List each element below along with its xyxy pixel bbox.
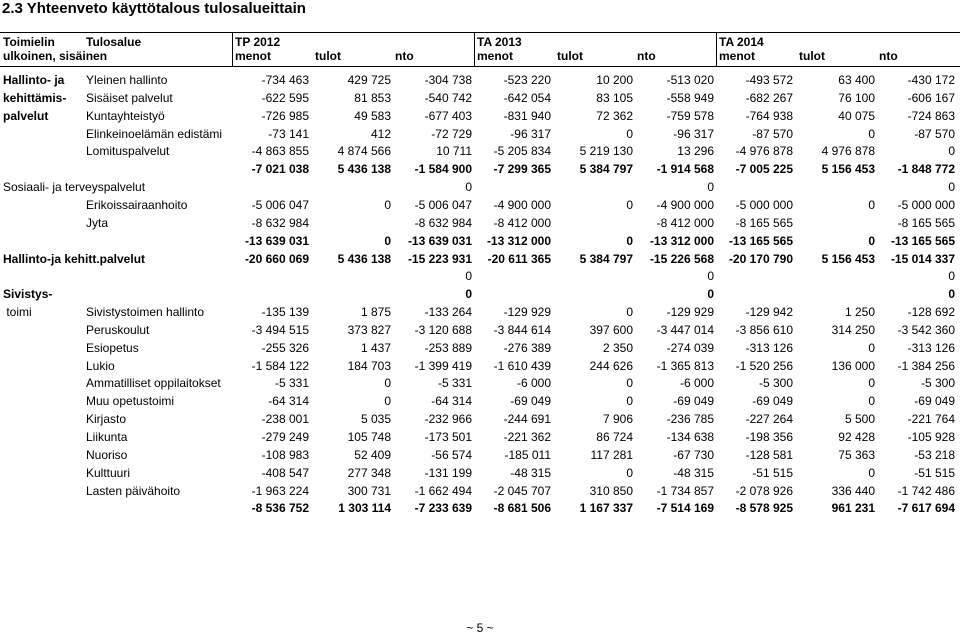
value-cell: -4 900 000 bbox=[493, 197, 551, 212]
value-cell: -13 639 031 bbox=[244, 233, 309, 248]
page-title: 2.3 Yhteenveto käyttötalous tulosalueittain bbox=[2, 0, 306, 17]
header-divider-ta2014 bbox=[716, 33, 717, 66]
value-cell: -313 126 bbox=[745, 340, 793, 355]
value-cell: -131 199 bbox=[424, 465, 472, 480]
value-cell: 4 976 878 bbox=[821, 144, 875, 159]
value-cell: -1 742 486 bbox=[897, 483, 955, 498]
value-cell: 300 731 bbox=[347, 483, 391, 498]
header-ta2013-menot: menot bbox=[477, 49, 513, 63]
value-cell: 136 000 bbox=[831, 358, 875, 373]
value-cell: -1 399 419 bbox=[414, 358, 472, 373]
value-cell: -523 220 bbox=[503, 73, 551, 87]
value-cell: -7 617 694 bbox=[897, 501, 955, 516]
row-group-label bbox=[3, 411, 83, 427]
value-cell: 0 bbox=[384, 394, 391, 409]
row-group-label: Hallinto-ja kehitt.palvelut bbox=[3, 251, 146, 266]
value-cell: 0 bbox=[626, 305, 633, 320]
row-group-label bbox=[3, 143, 83, 159]
value-cell: -1 734 857 bbox=[656, 483, 714, 498]
header-divider-tp2012 bbox=[232, 33, 233, 66]
value-cell: -5 300 bbox=[758, 376, 793, 391]
row-area-label: Lukio bbox=[86, 358, 115, 373]
row-area-label bbox=[86, 500, 233, 516]
value-cell: -279 249 bbox=[261, 430, 309, 444]
row-group-label bbox=[3, 465, 83, 481]
value-cell: -8 412 000 bbox=[493, 215, 551, 230]
value-cell: -1 365 813 bbox=[656, 358, 714, 373]
row-group-label bbox=[3, 197, 83, 213]
value-cell: -5 000 000 bbox=[897, 197, 955, 212]
value-cell: 0 bbox=[707, 287, 714, 302]
value-cell: -51 515 bbox=[752, 465, 793, 480]
value-cell: 314 250 bbox=[831, 322, 875, 337]
row-area-label: Sisäiset palvelut bbox=[86, 90, 173, 105]
value-cell bbox=[313, 286, 391, 302]
row-area-label: Jyta bbox=[86, 215, 109, 230]
value-cell: 0 bbox=[868, 376, 875, 391]
value-cell: -198 356 bbox=[745, 430, 793, 444]
value-cell: -13 312 000 bbox=[486, 233, 551, 248]
value-cell: -8 165 565 bbox=[735, 215, 793, 230]
value-cell: -1 520 256 bbox=[735, 358, 793, 373]
value-cell: -15 226 568 bbox=[649, 251, 714, 266]
header-ta2013: TA 2013 bbox=[477, 35, 522, 49]
value-cell bbox=[797, 268, 875, 284]
value-cell: -238 001 bbox=[261, 412, 309, 427]
value-cell: -7 005 225 bbox=[735, 162, 793, 177]
value-cell bbox=[313, 268, 391, 284]
value-cell: -430 172 bbox=[907, 73, 955, 87]
value-cell: -6 000 bbox=[516, 376, 551, 391]
row-area-label: Yleinen hallinto bbox=[86, 73, 168, 87]
value-cell: -69 049 bbox=[673, 394, 714, 409]
value-cell: -276 389 bbox=[503, 340, 551, 355]
header-ulkoinen-sisainen: ulkoinen, sisäinen bbox=[3, 49, 108, 63]
value-cell: -244 691 bbox=[503, 412, 551, 427]
row-area-label: Erikoissairaanhoito bbox=[86, 197, 188, 212]
value-cell: -128 581 bbox=[745, 447, 793, 462]
value-cell: 184 703 bbox=[347, 358, 391, 373]
value-cell: -8 681 506 bbox=[493, 501, 551, 516]
value-cell: 0 bbox=[948, 287, 955, 302]
value-cell: -20 660 069 bbox=[244, 251, 309, 266]
header-tp2012: TP 2012 bbox=[235, 35, 281, 49]
row-group-label bbox=[3, 375, 83, 391]
row-group-label bbox=[3, 358, 83, 374]
value-cell: 10 711 bbox=[436, 144, 472, 159]
value-cell: 1 167 337 bbox=[579, 501, 633, 516]
row-group-label: Sivistys- bbox=[3, 287, 53, 302]
value-cell bbox=[797, 286, 875, 302]
value-cell: -513 020 bbox=[666, 73, 714, 87]
value-cell: 1 303 114 bbox=[338, 501, 391, 516]
value-cell: 40 075 bbox=[838, 108, 875, 123]
value-cell: 2 350 bbox=[602, 340, 633, 355]
value-cell: -5 331 bbox=[274, 376, 309, 391]
value-cell: -274 039 bbox=[666, 340, 714, 355]
value-cell: -56 574 bbox=[431, 447, 472, 462]
value-cell bbox=[555, 286, 633, 302]
value-cell: 0 bbox=[868, 197, 875, 212]
value-cell: -5 006 047 bbox=[251, 197, 309, 212]
value-cell: -682 267 bbox=[745, 90, 793, 105]
value-cell: 1 437 bbox=[360, 340, 391, 355]
value-cell: -3 542 360 bbox=[897, 322, 955, 337]
header-ta2014-nto: nto bbox=[879, 49, 898, 63]
value-cell: 0 bbox=[465, 180, 472, 195]
value-cell: -313 126 bbox=[907, 340, 955, 355]
row-group-label bbox=[3, 340, 83, 356]
value-cell: -134 638 bbox=[666, 430, 714, 444]
value-cell: 373 827 bbox=[347, 322, 391, 337]
row-area-label bbox=[86, 268, 233, 284]
value-cell: -734 463 bbox=[261, 73, 309, 87]
value-cell: 10 200 bbox=[596, 73, 633, 87]
value-cell: 72 362 bbox=[596, 108, 633, 123]
row-group-label bbox=[3, 393, 83, 409]
value-cell: 0 bbox=[626, 233, 633, 248]
value-cell: -1 662 494 bbox=[414, 483, 472, 498]
value-cell: 0 bbox=[707, 180, 714, 195]
value-cell: -7 514 169 bbox=[656, 501, 714, 516]
value-cell: -7 233 639 bbox=[414, 501, 472, 516]
value-cell: -69 049 bbox=[752, 394, 793, 409]
value-cell: -4 863 855 bbox=[251, 144, 309, 159]
value-cell: -129 929 bbox=[503, 305, 551, 320]
value-cell: 5 384 797 bbox=[579, 251, 633, 266]
value-cell: 4 874 566 bbox=[337, 144, 391, 159]
value-cell: 63 400 bbox=[838, 73, 875, 87]
row-area-label: Lomituspalvelut bbox=[86, 144, 170, 159]
row-area-label: Nuoriso bbox=[86, 447, 128, 462]
value-cell: -8 412 000 bbox=[656, 215, 714, 230]
value-cell bbox=[231, 179, 309, 195]
value-cell: -255 326 bbox=[261, 340, 309, 355]
value-cell: -1 584 900 bbox=[414, 162, 472, 177]
value-cell: -304 738 bbox=[424, 73, 472, 87]
value-cell: -759 578 bbox=[666, 108, 714, 123]
header-tulosalue: Tulosalue bbox=[86, 35, 142, 49]
value-cell: 0 bbox=[626, 126, 633, 141]
value-cell: 105 748 bbox=[347, 430, 391, 444]
value-cell: 0 bbox=[948, 180, 955, 195]
value-cell: -20 611 365 bbox=[487, 251, 551, 266]
value-cell: 0 bbox=[868, 340, 875, 355]
value-cell: 13 296 bbox=[677, 144, 714, 159]
value-cell: -105 928 bbox=[907, 430, 955, 444]
value-cell: -15 223 931 bbox=[407, 251, 472, 266]
value-cell: -87 570 bbox=[914, 126, 955, 141]
value-cell: 1 250 bbox=[844, 305, 875, 320]
value-cell: 5 156 453 bbox=[821, 162, 875, 177]
value-cell: 92 428 bbox=[838, 430, 875, 444]
value-cell: 49 583 bbox=[354, 108, 391, 123]
value-cell: -724 863 bbox=[907, 108, 955, 123]
row-area-label bbox=[86, 251, 233, 267]
value-cell: 0 bbox=[626, 197, 633, 212]
value-cell: 76 100 bbox=[838, 90, 875, 105]
value-cell: -72 729 bbox=[431, 126, 472, 141]
value-cell: -87 570 bbox=[752, 126, 793, 141]
value-cell: 310 850 bbox=[589, 483, 633, 498]
row-group-label bbox=[3, 447, 83, 463]
value-cell: -129 942 bbox=[745, 305, 793, 320]
value-cell: -133 264 bbox=[424, 305, 472, 320]
value-cell bbox=[555, 215, 633, 231]
value-cell bbox=[231, 286, 309, 302]
value-cell: -606 167 bbox=[907, 90, 955, 105]
value-cell: 0 bbox=[384, 376, 391, 391]
value-cell bbox=[555, 268, 633, 284]
row-area-label: Elinkeinoelämän edistämi bbox=[86, 126, 223, 141]
value-cell: -221 764 bbox=[907, 412, 955, 427]
value-cell: -173 501 bbox=[424, 430, 472, 444]
value-cell: -1 848 772 bbox=[897, 162, 955, 177]
value-cell: 75 363 bbox=[838, 447, 875, 462]
value-cell: -5 331 bbox=[437, 376, 472, 391]
value-cell: -8 536 752 bbox=[251, 501, 309, 516]
value-cell bbox=[231, 268, 309, 284]
value-cell bbox=[715, 179, 793, 195]
value-cell: 244 626 bbox=[589, 358, 633, 373]
value-cell bbox=[715, 286, 793, 302]
value-cell: -4 900 000 bbox=[656, 197, 714, 212]
row-group-label bbox=[3, 126, 83, 142]
row-area-label: Lasten päivähoito bbox=[86, 483, 181, 498]
row-group-label bbox=[3, 322, 83, 338]
value-cell: -236 785 bbox=[666, 412, 714, 427]
value-cell: 5 035 bbox=[360, 412, 391, 427]
value-cell: -185 011 bbox=[504, 447, 551, 462]
row-area-label bbox=[86, 179, 233, 195]
value-cell: -13 165 565 bbox=[890, 233, 955, 248]
value-cell: -3 856 610 bbox=[735, 322, 793, 337]
value-cell: -2 078 926 bbox=[735, 483, 793, 498]
value-cell bbox=[313, 179, 391, 195]
value-cell: 5 219 130 bbox=[579, 144, 633, 159]
value-cell: 52 409 bbox=[354, 447, 391, 462]
row-group-label: Hallinto- ja bbox=[3, 73, 65, 87]
row-group-label bbox=[3, 215, 83, 231]
value-cell: -493 572 bbox=[745, 73, 793, 87]
value-cell: 0 bbox=[948, 144, 955, 159]
value-cell: -51 515 bbox=[914, 465, 955, 480]
value-cell: 961 231 bbox=[831, 501, 875, 516]
value-cell: -48 315 bbox=[510, 465, 551, 480]
row-area-label: Kuntayhteistyö bbox=[86, 108, 165, 123]
value-cell: -5 205 834 bbox=[493, 144, 551, 159]
value-cell: -1 584 122 bbox=[251, 358, 309, 373]
row-area-label: Liikunta bbox=[86, 430, 128, 444]
value-cell: 5 500 bbox=[844, 412, 875, 427]
value-cell: -6 000 bbox=[679, 376, 714, 391]
value-cell: 336 440 bbox=[831, 483, 875, 498]
value-cell: -96 317 bbox=[673, 126, 714, 141]
row-area-label: Muu opetustoimi bbox=[86, 394, 175, 409]
value-cell bbox=[473, 286, 551, 302]
value-cell: -13 165 565 bbox=[728, 233, 793, 248]
value-cell: 0 bbox=[707, 269, 714, 284]
header-tp2012-nto: nto bbox=[395, 49, 414, 63]
value-cell: -135 139 bbox=[261, 305, 309, 320]
value-cell: -3 844 614 bbox=[493, 322, 551, 337]
value-cell: 0 bbox=[626, 465, 633, 480]
header-tp2012-tulot: tulot bbox=[315, 49, 341, 63]
value-cell: -128 692 bbox=[907, 305, 955, 320]
page-number: ~ 5 ~ bbox=[466, 621, 494, 635]
value-cell bbox=[797, 179, 875, 195]
value-cell bbox=[797, 215, 875, 231]
value-cell bbox=[313, 215, 391, 231]
value-cell: -67 730 bbox=[673, 447, 714, 462]
value-cell: -8 165 565 bbox=[897, 215, 955, 230]
value-cell: -5 006 047 bbox=[414, 197, 472, 212]
header-ta2013-tulot: tulot bbox=[557, 49, 583, 63]
value-cell: 5 156 453 bbox=[821, 251, 875, 266]
value-cell: 1 875 bbox=[360, 305, 391, 320]
value-cell: -8 632 984 bbox=[414, 215, 472, 230]
value-cell: -540 742 bbox=[424, 90, 472, 105]
row-area-label bbox=[86, 286, 233, 302]
value-cell: 429 725 bbox=[347, 73, 391, 87]
row-area-label: Kulttuuri bbox=[86, 465, 131, 480]
value-cell: -8 578 925 bbox=[735, 501, 793, 516]
row-area-label: Esiopetus bbox=[86, 340, 139, 355]
value-cell: -1 384 256 bbox=[897, 358, 955, 373]
header-divider-ta2013 bbox=[474, 33, 475, 66]
value-cell: 0 bbox=[384, 233, 391, 248]
value-cell: -1 963 224 bbox=[251, 483, 309, 498]
value-cell: -69 049 bbox=[510, 394, 551, 409]
value-cell: 7 906 bbox=[602, 412, 633, 427]
value-cell: -13 639 031 bbox=[407, 233, 472, 248]
value-cell: -69 049 bbox=[914, 394, 955, 409]
value-cell: 83 105 bbox=[596, 90, 633, 105]
value-cell: 5 384 797 bbox=[579, 162, 633, 177]
value-cell: 0 bbox=[384, 197, 391, 212]
value-cell: -221 362 bbox=[503, 430, 551, 444]
value-cell: 86 724 bbox=[596, 430, 633, 444]
value-cell: 397 600 bbox=[589, 322, 633, 337]
value-cell: 117 281 bbox=[590, 447, 633, 462]
value-cell: -622 595 bbox=[261, 90, 309, 105]
value-cell: -53 218 bbox=[914, 447, 955, 462]
value-cell bbox=[473, 179, 551, 195]
header-ta2013-nto: nto bbox=[637, 49, 656, 63]
row-group-label: Sosiaali- ja terveyspalvelut bbox=[3, 180, 146, 195]
value-cell bbox=[715, 268, 793, 284]
value-cell: 0 bbox=[868, 394, 875, 409]
value-cell: -726 985 bbox=[261, 108, 309, 123]
value-cell: -7 021 038 bbox=[251, 162, 309, 177]
value-cell: -129 929 bbox=[666, 305, 714, 320]
row-area-label: Sivistystoimen hallinto bbox=[86, 305, 205, 320]
value-cell: -227 264 bbox=[745, 412, 793, 427]
row-area-label: Kirjasto bbox=[86, 412, 127, 427]
value-cell: -3 494 515 bbox=[251, 322, 309, 337]
row-group-label bbox=[3, 429, 83, 445]
value-cell: -558 949 bbox=[666, 90, 714, 105]
value-cell: -232 966 bbox=[424, 412, 472, 427]
header-ta2014-tulot: tulot bbox=[799, 49, 825, 63]
value-cell: -73 141 bbox=[268, 126, 309, 141]
value-cell: -1 610 439 bbox=[493, 358, 551, 373]
value-cell: -1 914 568 bbox=[656, 162, 714, 177]
value-cell: 0 bbox=[626, 394, 633, 409]
value-cell: -5 000 000 bbox=[735, 197, 793, 212]
value-cell bbox=[473, 268, 551, 284]
value-cell: -764 938 bbox=[745, 108, 793, 123]
value-cell: 0 bbox=[948, 269, 955, 284]
value-cell: 0 bbox=[626, 376, 633, 391]
value-cell: 0 bbox=[868, 465, 875, 480]
value-cell: -4 976 878 bbox=[735, 144, 793, 159]
row-area-label bbox=[86, 233, 233, 249]
header-tp2012-menot: menot bbox=[235, 49, 271, 63]
header-ta2014-menot: menot bbox=[719, 49, 755, 63]
value-cell: 0 bbox=[868, 126, 875, 141]
value-cell: 81 853 bbox=[354, 90, 391, 105]
row-group-label: palvelut bbox=[3, 108, 49, 123]
value-cell: -7 299 365 bbox=[493, 162, 551, 177]
row-area-label bbox=[86, 161, 233, 177]
value-cell: -108 983 bbox=[261, 447, 309, 462]
value-cell: -2 045 707 bbox=[493, 483, 551, 498]
row-area-label: Peruskoulut bbox=[86, 322, 150, 337]
value-cell: -253 889 bbox=[424, 340, 472, 355]
value-cell: -64 314 bbox=[268, 394, 309, 409]
value-cell: -408 547 bbox=[261, 465, 309, 480]
header-top-rule bbox=[0, 32, 960, 33]
value-cell: 5 436 138 bbox=[337, 251, 391, 266]
value-cell: -13 312 000 bbox=[649, 233, 714, 248]
value-cell: -642 054 bbox=[503, 90, 551, 105]
value-cell: 412 bbox=[370, 126, 391, 141]
value-cell: -5 300 bbox=[920, 376, 955, 391]
header-toimielin: Toimielin bbox=[3, 35, 55, 49]
value-cell: 0 bbox=[465, 269, 472, 284]
row-area-label: Ammatilliset oppilaitokset bbox=[86, 376, 221, 391]
value-cell: 277 348 bbox=[347, 465, 391, 480]
row-group-label bbox=[3, 483, 83, 499]
value-cell: -677 403 bbox=[424, 108, 472, 123]
header-bottom-rule bbox=[0, 66, 960, 67]
row-group-label: toimi bbox=[3, 305, 32, 320]
header-ta2014: TA 2014 bbox=[719, 35, 764, 49]
value-cell: 5 436 138 bbox=[337, 162, 391, 177]
value-cell: 0 bbox=[868, 233, 875, 248]
value-cell: -96 317 bbox=[510, 126, 551, 141]
value-cell: -20 170 790 bbox=[728, 251, 793, 266]
value-cell: -3 447 014 bbox=[656, 322, 714, 337]
row-group-label: kehittämis- bbox=[3, 90, 67, 105]
value-cell: -831 940 bbox=[503, 108, 551, 123]
value-cell: -3 120 688 bbox=[414, 322, 472, 337]
value-cell: -64 314 bbox=[431, 394, 472, 409]
value-cell: -8 632 984 bbox=[251, 215, 309, 230]
value-cell: -15 014 337 bbox=[890, 251, 955, 266]
value-cell: -48 315 bbox=[673, 465, 714, 480]
value-cell: 0 bbox=[465, 287, 472, 302]
value-cell bbox=[555, 179, 633, 195]
